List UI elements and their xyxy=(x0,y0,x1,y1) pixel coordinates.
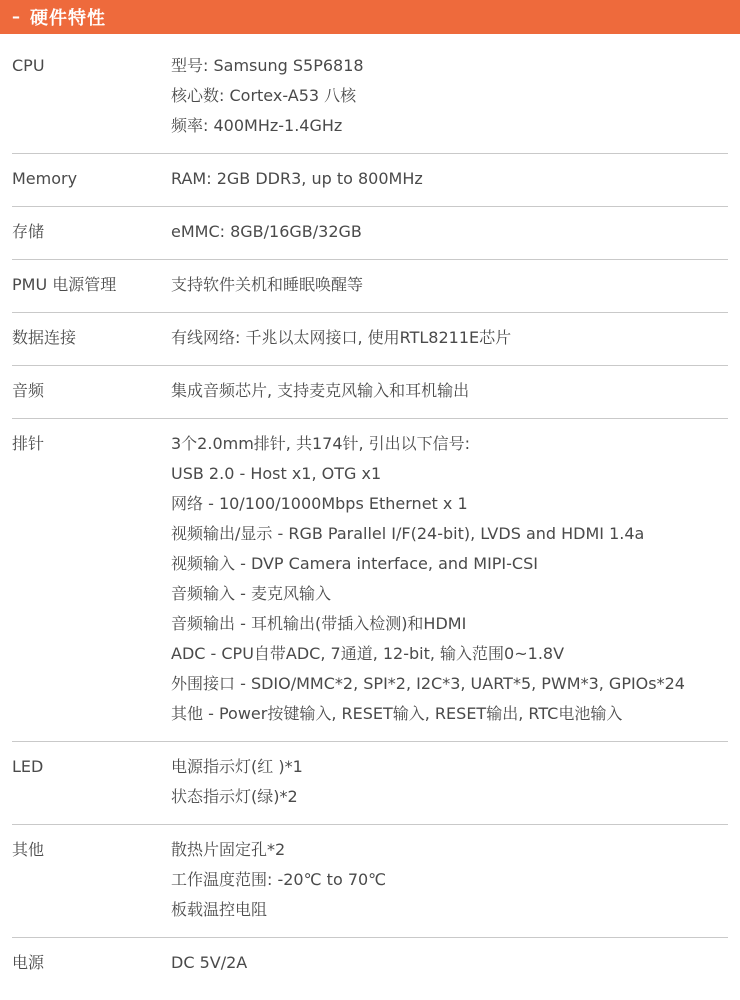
spec-value-line: 型号: Samsung S5P6818 xyxy=(171,56,364,75)
spec-row xyxy=(12,948,728,990)
spec-values xyxy=(171,376,728,406)
spec-table xyxy=(12,51,728,1000)
spec-value-line: RAM: 2GB DDR3, up to 800MHz xyxy=(171,169,423,188)
spec-values xyxy=(171,752,728,812)
spec-value-line: 网络 - 10/100/1000Mbps Ethernet x 1 xyxy=(171,494,468,513)
spec-row xyxy=(12,429,728,742)
spec-row xyxy=(12,752,728,825)
spec-value-line: 工作温度范围: -20℃ to 70℃ xyxy=(171,870,387,889)
spec-value-line: 外围接口 - SDIO/MMC*2, SPI*2, I2C*3, UART*5, PWM*3, GPIOs*24 xyxy=(171,674,685,693)
spec-row xyxy=(12,164,728,207)
spec-value-line: 支持软件关机和睡眠唤醒等 xyxy=(171,275,364,294)
spec-value-line: 有线网络: 千兆以太网接口, 使用RTL8211E芯片 xyxy=(171,328,512,347)
section-title: 硬件特性 xyxy=(30,8,106,29)
spec-row xyxy=(12,835,728,938)
spec-row xyxy=(12,270,728,313)
spec-value-line: 散热片固定孔*2 xyxy=(171,840,286,859)
spec-value-line: ADC - CPU自带ADC, 7通道, 12-bit, 输入范围0~1.8V xyxy=(171,644,565,663)
spec-label: Memory xyxy=(12,169,78,188)
spec-label: PMU 电源管理 xyxy=(12,275,117,294)
spec-values xyxy=(171,270,728,300)
spec-values xyxy=(171,164,728,194)
spec-value-line: 音频输出 - 耳机输出(带插入检测)和HDMI xyxy=(171,614,467,633)
spec-label: CPU xyxy=(12,56,45,75)
spec-value-line: 视频输出/显示 - RGB Parallel I/F(24-bit), LVDS and HDMI 1.4a xyxy=(171,524,645,543)
spec-values xyxy=(171,51,728,141)
spec-label: LED xyxy=(12,757,44,776)
spec-label: 其他 xyxy=(12,840,45,859)
spec-label: 数据连接 xyxy=(12,328,77,347)
dash-icon: – xyxy=(12,7,20,26)
spec-values xyxy=(171,217,728,247)
spec-label: 存储 xyxy=(12,222,45,241)
spec-values xyxy=(171,835,728,925)
spec-label: 排针 xyxy=(12,434,45,453)
spec-row xyxy=(12,217,728,260)
spec-value-line: 状态指示灯(绿)*2 xyxy=(171,787,298,806)
spec-value-line: 3个2.0mm排针, 共174针, 引出以下信号: xyxy=(171,434,471,453)
spec-value-line: 板载温控电阻 xyxy=(171,900,268,919)
spec-row xyxy=(12,376,728,419)
spec-values xyxy=(171,323,728,353)
spec-value-line: 音频输入 - 麦克风输入 xyxy=(171,584,331,603)
spec-values xyxy=(171,948,728,978)
spec-values xyxy=(171,429,728,729)
spec-row xyxy=(12,323,728,366)
spec-label: 电源 xyxy=(12,953,45,972)
spec-value-line: 视频输入 - DVP Camera interface, and MIPI-CSI xyxy=(171,554,538,573)
spec-row xyxy=(12,51,728,154)
spec-value-line: 频率: 400MHz-1.4GHz xyxy=(171,116,343,135)
section-header xyxy=(0,0,740,34)
spec-value-line: USB 2.0 - Host x1, OTG x1 xyxy=(171,464,382,483)
spec-value-line: 其他 - Power按键输入, RESET输入, RESET输出, RTC电池输入 xyxy=(171,704,623,723)
spec-value-line: 核心数: Cortex-A53 八核 xyxy=(171,86,357,105)
spec-value-line: eMMC: 8GB/16GB/32GB xyxy=(171,222,362,241)
spec-value-line: 集成音频芯片, 支持麦克风输入和耳机输出 xyxy=(171,381,470,400)
spec-label: 音频 xyxy=(12,381,45,400)
spec-value-line: DC 5V/2A xyxy=(171,953,248,972)
spec-value-line: 电源指示灯(红 )*1 xyxy=(171,757,303,776)
